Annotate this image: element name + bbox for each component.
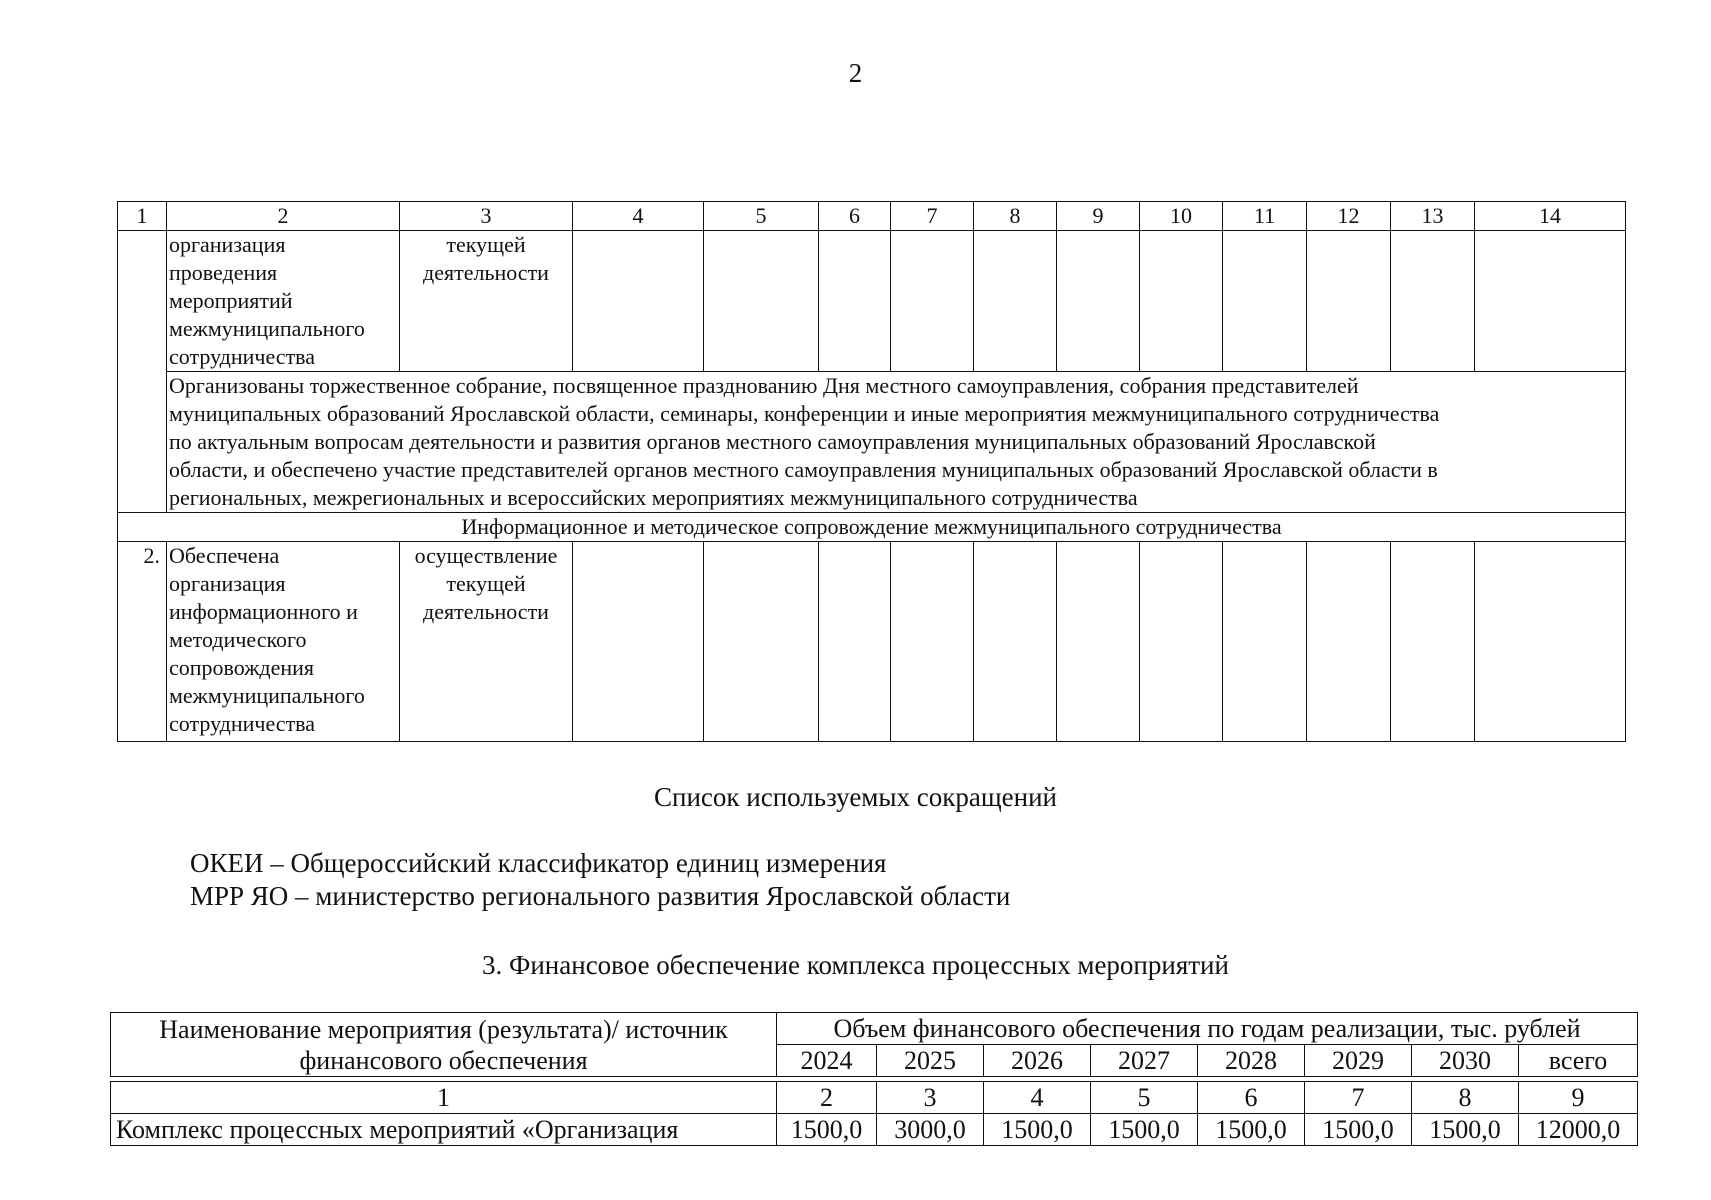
task-type-line: текущей bbox=[446, 232, 526, 257]
page-number: 2 bbox=[848, 58, 863, 88]
year-header: всего bbox=[1519, 1045, 1638, 1077]
task-type-line: деятельности bbox=[423, 599, 549, 624]
column-number: 1 bbox=[111, 1082, 777, 1114]
task-type-line: текущей bbox=[446, 571, 526, 596]
task-name-line: проведения bbox=[169, 260, 278, 285]
row-number bbox=[118, 231, 167, 513]
amount-cell: 1500,0 bbox=[984, 1114, 1091, 1146]
table-row bbox=[118, 542, 1626, 742]
column-number: 14 bbox=[1475, 202, 1626, 231]
task-type-line: осуществление bbox=[414, 543, 558, 568]
description-line: муниципальных образований Ярославской области, семинары, конференции и иные мероприятия межмуниципального сотрудничества bbox=[169, 401, 1440, 426]
table-row bbox=[111, 1114, 1638, 1146]
name-header: Наименование мероприятия (результата)/ источник финансового обеспечения bbox=[111, 1013, 777, 1077]
amount-cell: 12000,0 bbox=[1519, 1114, 1638, 1146]
task-name-line: организация bbox=[169, 232, 286, 257]
column-number: 2 bbox=[777, 1082, 877, 1114]
task-type-cell bbox=[400, 231, 573, 372]
year-header: 2030 bbox=[1412, 1045, 1519, 1077]
empty-cell bbox=[819, 542, 891, 742]
description-line: Организованы торжественное собрание, посвященное празднованию Дня местного самоуправления, собрания представителей bbox=[169, 373, 1359, 398]
empty-cell bbox=[1223, 542, 1307, 742]
column-number: 4 bbox=[984, 1082, 1091, 1114]
description-line: области, и обеспечено участие представителей органов местного самоуправления муниципальных образований Ярославской области в bbox=[169, 457, 1438, 482]
year-header: 2027 bbox=[1091, 1045, 1198, 1077]
task-name-line: межмуниципального bbox=[169, 683, 365, 708]
empty-cell bbox=[891, 542, 974, 742]
task-name-line: сотрудничества bbox=[169, 711, 316, 736]
year-header: 2024 bbox=[777, 1045, 877, 1077]
task-name-cell bbox=[167, 542, 400, 742]
description-row bbox=[118, 372, 1626, 513]
empty-cell bbox=[704, 231, 819, 372]
column-number: 13 bbox=[1391, 202, 1475, 231]
amount-cell: 1500,0 bbox=[1198, 1114, 1305, 1146]
column-number: 5 bbox=[704, 202, 819, 231]
results-table bbox=[117, 201, 1626, 742]
financing-table bbox=[110, 1012, 1638, 1146]
column-number: 3 bbox=[400, 202, 573, 231]
financing-title: 3. Финансовое обеспечение комплекса процессных мероприятий bbox=[482, 950, 1229, 980]
empty-cell bbox=[1057, 231, 1140, 372]
amount-cell: 1500,0 bbox=[1412, 1114, 1519, 1146]
description-cell bbox=[167, 372, 1626, 513]
task-name-line: Обеспечена bbox=[169, 543, 280, 568]
empty-cell bbox=[1307, 542, 1391, 742]
year-header: 2028 bbox=[1198, 1045, 1305, 1077]
activity-name: Комплекс процессных мероприятий «Организация bbox=[111, 1114, 777, 1146]
empty-cell bbox=[1307, 231, 1391, 372]
empty-cell bbox=[1140, 542, 1223, 742]
description-line: по актуальным вопросам деятельности и развития органов местного самоуправления муниципальных образований Ярославской bbox=[169, 429, 1376, 454]
column-number: 7 bbox=[1305, 1082, 1412, 1114]
abbreviation-item: ОКЕИ – Общероссийский классификатор единиц измерения bbox=[190, 848, 887, 878]
table-row bbox=[118, 231, 1626, 372]
year-header: 2025 bbox=[877, 1045, 984, 1077]
abbreviations-title: Список используемых сокращений bbox=[654, 782, 1057, 812]
empty-cell bbox=[1057, 542, 1140, 742]
column-number: 4 bbox=[573, 202, 704, 231]
amount-cell: 1500,0 bbox=[777, 1114, 877, 1146]
task-name-line: сопровождения bbox=[169, 655, 315, 680]
column-number: 12 bbox=[1307, 202, 1391, 231]
amount-cell: 3000,0 bbox=[877, 1114, 984, 1146]
column-number: 10 bbox=[1140, 202, 1223, 231]
task-name-line: организация bbox=[169, 571, 286, 596]
task-type-line: деятельности bbox=[423, 260, 549, 285]
task-name-line: сотрудничества bbox=[169, 344, 316, 369]
empty-cell bbox=[1475, 231, 1626, 372]
column-number: 9 bbox=[1057, 202, 1140, 231]
column-number: 6 bbox=[1198, 1082, 1305, 1114]
empty-cell bbox=[1223, 231, 1307, 372]
empty-cell bbox=[819, 231, 891, 372]
column-number: 7 bbox=[891, 202, 974, 231]
column-number: 2 bbox=[167, 202, 400, 231]
empty-cell bbox=[1391, 231, 1475, 372]
task-name-line: межмуниципального bbox=[169, 316, 365, 341]
amount-cell: 1500,0 bbox=[1091, 1114, 1198, 1146]
task-name-line: методического bbox=[169, 627, 307, 652]
empty-cell bbox=[891, 231, 974, 372]
volume-header: Объем финансового обеспечения по годам реализации, тыс. рублей bbox=[777, 1013, 1638, 1045]
abbreviations-list bbox=[190, 847, 1010, 913]
task-name-line: мероприятий bbox=[169, 288, 293, 313]
empty-cell bbox=[1391, 542, 1475, 742]
column-number: 9 bbox=[1519, 1082, 1638, 1114]
empty-cell bbox=[974, 542, 1057, 742]
row-number: 2. bbox=[118, 542, 167, 742]
empty-cell bbox=[573, 231, 704, 372]
year-header: 2029 bbox=[1305, 1045, 1412, 1077]
empty-cell bbox=[573, 542, 704, 742]
empty-cell bbox=[1140, 231, 1223, 372]
column-number: 11 bbox=[1223, 202, 1307, 231]
empty-cell bbox=[1475, 542, 1626, 742]
task-type-cell bbox=[400, 542, 573, 742]
column-number: 5 bbox=[1091, 1082, 1198, 1114]
column-number: 6 bbox=[819, 202, 891, 231]
column-number: 3 bbox=[877, 1082, 984, 1114]
section-title: Информационное и методическое сопровождение межмуниципального сотрудничества bbox=[118, 513, 1626, 542]
description-line: региональных, межрегиональных и всероссийских мероприятиях межмуниципального сотрудничества bbox=[169, 485, 1138, 510]
empty-cell bbox=[704, 542, 819, 742]
empty-cell bbox=[974, 231, 1057, 372]
amount-cell: 1500,0 bbox=[1305, 1114, 1412, 1146]
task-name-cell bbox=[167, 231, 400, 372]
section-row bbox=[118, 513, 1626, 542]
table-header-row bbox=[118, 202, 1626, 231]
column-number: 1 bbox=[118, 202, 167, 231]
column-number: 8 bbox=[974, 202, 1057, 231]
abbreviation-item: МРР ЯО – министерство регионального развития Ярославской области bbox=[190, 881, 1011, 911]
task-name-line: информационного и bbox=[169, 599, 358, 624]
column-numbers-row bbox=[111, 1082, 1638, 1114]
year-header: 2026 bbox=[984, 1045, 1091, 1077]
financing-header-row bbox=[111, 1013, 1638, 1045]
column-number: 8 bbox=[1412, 1082, 1519, 1114]
